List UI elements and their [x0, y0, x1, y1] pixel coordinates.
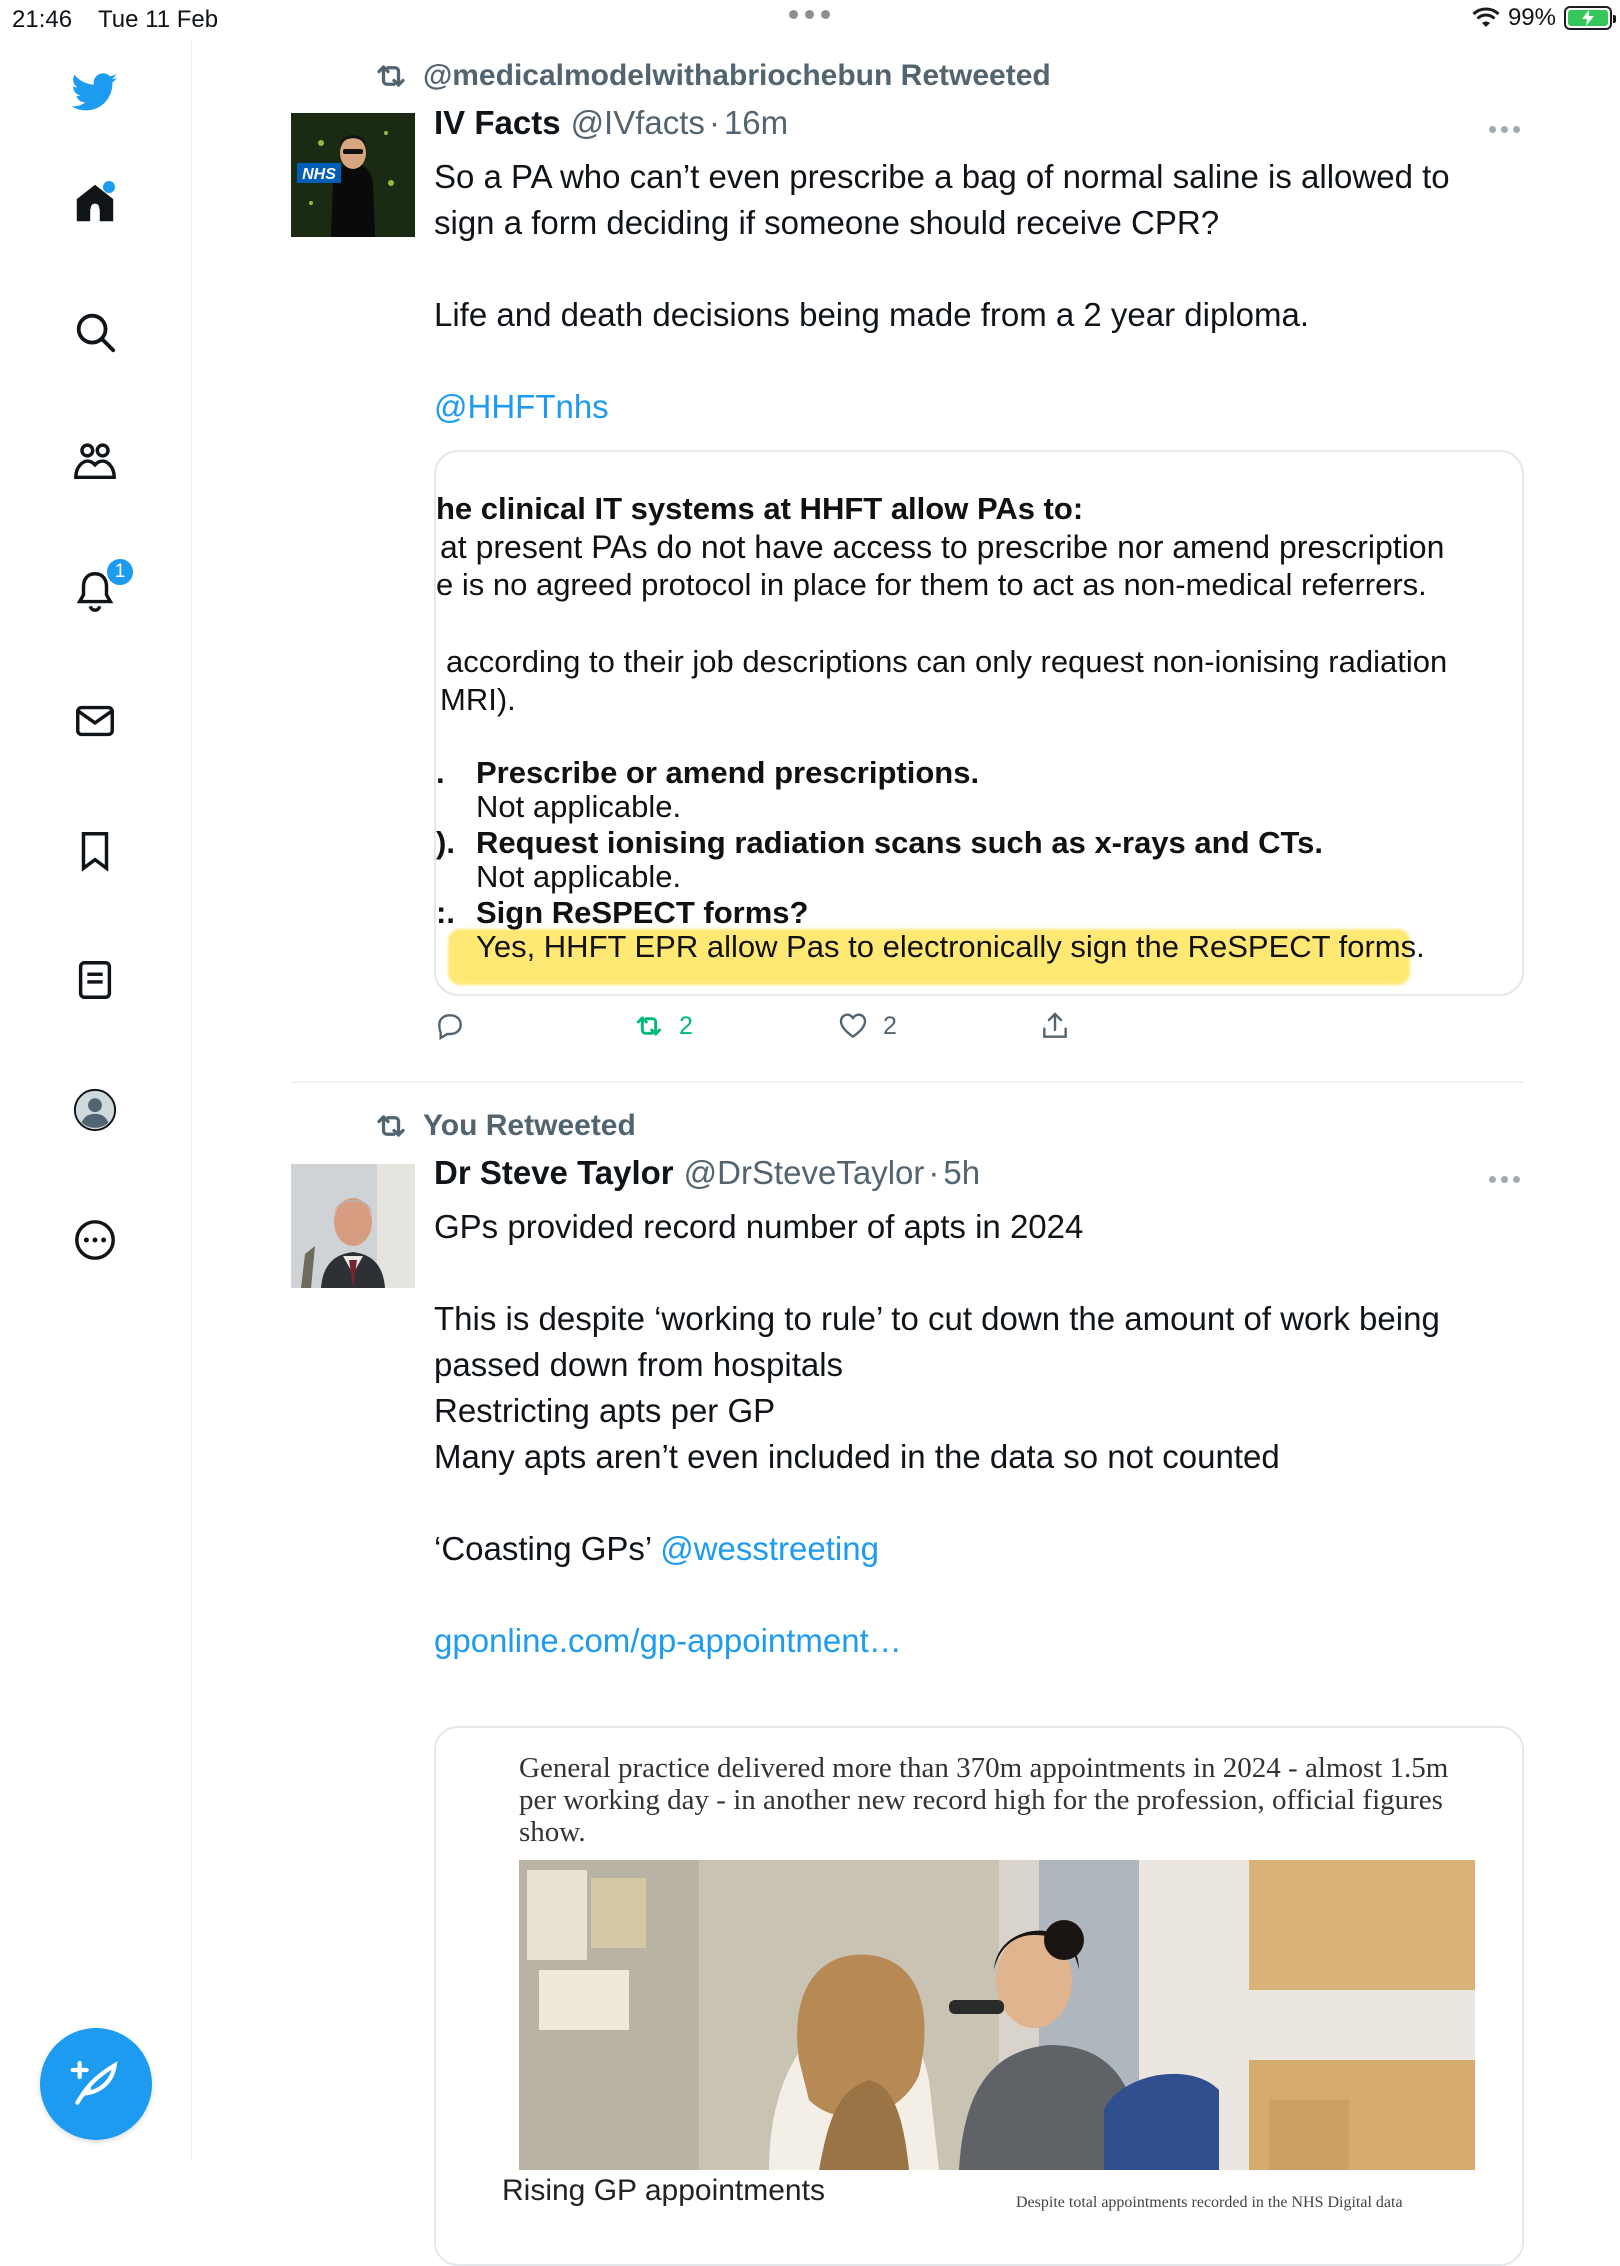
- header-separator: ·: [708, 104, 720, 141]
- retweet-icon: [373, 58, 409, 94]
- doc-line: e is no agreed protocol in place for them to act as non-medical referrers.: [436, 567, 1427, 602]
- question-a: Prescribe or amend prescriptions.: [476, 755, 980, 790]
- answer-c-highlighted: Yes, HHFT EPR allow Pas to electronically sign the ReSPECT forms.: [476, 929, 1425, 964]
- tweet-header: [434, 104, 788, 142]
- tweet-line: So a PA who can’t even prescribe a bag of normal saline is allowed to: [434, 158, 1450, 195]
- bookmarks-icon[interactable]: [63, 819, 127, 883]
- url-link[interactable]: gponline.com/gp-appointment…: [434, 1622, 902, 1659]
- mention-link[interactable]: @wesstreeting: [660, 1530, 879, 1567]
- doc-line: MRI).: [440, 682, 516, 717]
- tweet-line: passed down from hospitals: [434, 1346, 844, 1383]
- mention-link[interactable]: @HHFTnhs: [434, 388, 609, 425]
- reply-icon: [434, 1010, 466, 1042]
- retweet-context: [373, 58, 1051, 94]
- clock: 21:46: [12, 6, 73, 33]
- tweet-line: sign a form deciding if someone should receive CPR?: [434, 204, 1220, 241]
- tweet-more-icon[interactable]: [1489, 1176, 1520, 1183]
- share-icon: [1039, 1010, 1071, 1042]
- retweet-icon: [373, 1108, 409, 1144]
- doc-line: according to their job descriptions can only request non-ionising radiation: [446, 644, 1448, 679]
- home-icon[interactable]: [63, 171, 127, 235]
- attached-image[interactable]: [434, 450, 1524, 996]
- tweet-time[interactable]: 16m: [723, 104, 789, 141]
- sidebar-nav: [0, 38, 192, 2160]
- profile-icon[interactable]: [63, 1078, 127, 1142]
- tweet-line: Many apts aren’t even included in the data so not counted: [434, 1438, 1280, 1475]
- avatar[interactable]: [291, 1164, 415, 1288]
- doc-line: at present PAs do not have access to prescribe nor amend prescription: [440, 529, 1445, 565]
- messages-icon[interactable]: [63, 689, 127, 753]
- twitter-logo-icon[interactable]: [63, 60, 127, 124]
- answer-b: Not applicable.: [476, 859, 682, 894]
- retweet-context: [373, 1108, 636, 1144]
- retweeted-by[interactable]: You Retweeted: [423, 1109, 636, 1142]
- reply-button[interactable]: [434, 1010, 466, 1042]
- search-icon[interactable]: [63, 300, 127, 364]
- article-lead: General practice delivered more than 370m appointments in 2024 - almost 1.5m per working day - in another new record high for the profession, official figures show.: [519, 1752, 1449, 1848]
- share-button[interactable]: [1039, 1010, 1071, 1042]
- notifications-badge: 1: [105, 557, 135, 587]
- question-c: Sign ReSPECT forms?: [476, 895, 809, 930]
- list-marker: :.: [436, 895, 455, 930]
- article-photo: [519, 1860, 1475, 2170]
- tweet-line: GPs provided record number of apts in 2024: [434, 1208, 1084, 1245]
- tweet-line: This is despite ‘working to rule’ to cut down the amount of work being: [434, 1300, 1440, 1337]
- author-name[interactable]: Dr Steve Taylor: [434, 1154, 674, 1191]
- status-bar: [0, 0, 1620, 38]
- list-marker: .: [436, 755, 445, 790]
- notifications-icon[interactable]: [63, 559, 127, 623]
- like-count: 2: [883, 1011, 897, 1040]
- author-handle[interactable]: @IVfacts: [570, 104, 705, 141]
- retweet-count: 2: [679, 1011, 693, 1040]
- home-new-dot: [103, 181, 115, 193]
- battery-percent: 99%: [1507, 4, 1556, 31]
- article-caption: Rising GP appointments: [502, 2174, 825, 2207]
- header-separator: ·: [928, 1154, 940, 1191]
- more-icon[interactable]: [63, 1208, 127, 1272]
- retweeted-by[interactable]: @medicalmodelwithabriochebun Retweeted: [423, 59, 1051, 92]
- retweet-button[interactable]: [633, 1010, 693, 1042]
- wifi-icon: [1472, 7, 1500, 29]
- multitasking-dots-icon[interactable]: [789, 10, 830, 19]
- tweet-divider: [291, 1081, 1524, 1083]
- retweet-icon: [633, 1010, 665, 1042]
- tweet-line: Life and death decisions being made from a 2 year diploma.: [434, 296, 1310, 333]
- tweet-header: [434, 1154, 980, 1192]
- compose-feather-icon: [68, 2056, 124, 2112]
- tweet-text: [434, 154, 1514, 430]
- author-handle[interactable]: @DrSteveTaylor: [683, 1154, 925, 1191]
- answer-a: Not applicable.: [476, 789, 682, 824]
- heart-icon: [837, 1010, 869, 1042]
- lists-icon[interactable]: [63, 948, 127, 1012]
- author-name[interactable]: IV Facts: [434, 104, 561, 141]
- list-marker: ).: [436, 825, 455, 860]
- tweet-line: ‘Coasting GPs’: [434, 1530, 652, 1567]
- tweet-line: Restricting apts per GP: [434, 1392, 776, 1429]
- article-caption-note: Despite total appointments recorded in the NHS Digital data: [1016, 2194, 1403, 2211]
- tweet-text: [434, 1204, 1514, 1664]
- compose-tweet-button[interactable]: [40, 2028, 152, 2140]
- link-preview-card[interactable]: [434, 1726, 1524, 2266]
- doc-heading: he clinical IT systems at HHFT allow PAs to:: [436, 491, 1084, 526]
- svg-text:NHS: NHS: [302, 166, 336, 183]
- communities-icon[interactable]: [63, 430, 127, 494]
- like-button[interactable]: [837, 1010, 897, 1042]
- question-b: Request ionising radiation scans such as x-rays and CTs.: [476, 825, 1324, 860]
- tweet-time[interactable]: 5h: [943, 1154, 981, 1191]
- battery-icon: [1564, 6, 1612, 30]
- date: Tue 11 Feb: [98, 6, 219, 33]
- avatar[interactable]: [291, 113, 415, 237]
- tweet-more-icon[interactable]: [1489, 126, 1520, 133]
